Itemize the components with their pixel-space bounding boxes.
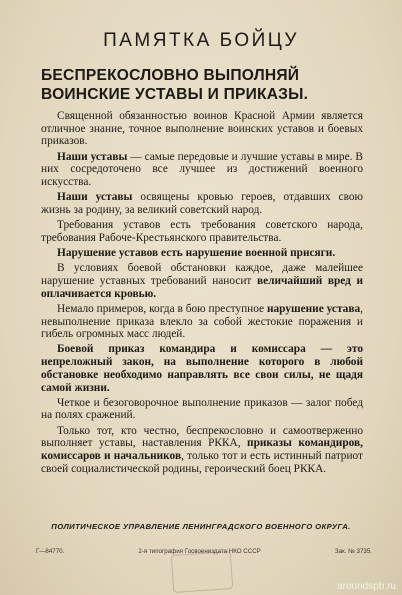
paragraph-10-c: , только тот и есть истинный патриот своей социалистической родины, героический боец РККА. [41, 450, 364, 475]
paragraph-6 [41, 262, 363, 300]
paragraph-7-bold: нарушение устава [266, 302, 361, 315]
paragraph-2-bold: Наши уставы [57, 150, 128, 163]
library-stamp [171, 551, 234, 593]
paragraph-9: Четкое и безоговорочное выполнение приказов — залог побед на полях сражений. [41, 396, 363, 422]
heading-line-2: ВОИНСКИЕ УСТАВЫ И ПРИКАЗЫ. [41, 86, 309, 103]
site-watermark: aroundspb.ru [337, 581, 396, 592]
paragraph-6-bold: величайший вред и оплачивается кровью. [41, 274, 363, 300]
leaflet-heading [41, 66, 371, 104]
paragraph-3-bold: Наши уставы [57, 191, 133, 204]
paragraph-2-text: — самые передовые и лучшие уставы в мире. В них сосредоточено все лучшее из достижений военного искусства. [41, 150, 364, 189]
paragraph-3 [41, 191, 363, 216]
leaflet-body [41, 110, 363, 478]
paragraph-7 [41, 303, 363, 341]
leaflet-title: ПАМЯТКА БОЙЦУ [103, 30, 299, 51]
paragraph-10-bold: приказы командиров, комиссаров и начальников [41, 437, 363, 463]
publisher-line: ПОЛИТИЧЕСКОЕ УПРАВЛЕНИЕ ЛЕНИНГРАДСКОГО ВОЕННОГО ОКРУГА. [51, 522, 351, 531]
imprint-code: Г—84770. [36, 548, 65, 555]
paragraph-2 [41, 151, 363, 189]
paragraph-8: Боевой приказ командира и комиссара — это непреложный закон, на выполнение которого в любой обстановке необходимо направлять все свои силы, не щадя самой жизни. [41, 343, 363, 394]
imprint-printer: 2-я типография Госвоениздата НКО СССР [138, 548, 261, 555]
imprint-order: Зак. № 3735. [334, 548, 372, 555]
paragraph-10 [41, 425, 363, 476]
paragraph-5: Нарушение уставов есть нарушение военной присяги. [57, 247, 336, 260]
paragraph-7-a: Немало примеров, когда в бою преступное [57, 302, 267, 315]
heading-line-1: БЕСПРЕКОСЛОВНО ВЫПОЛНЯЙ [41, 67, 300, 84]
paragraph-7-c: , невыполнение приказа влекло за собой жестокие поражения и гибель огромных масс людей. [41, 302, 363, 341]
paragraph-3-text: освящены кровью героев, отдавших свою жизнь за родину, за великий советский народ. [41, 191, 363, 216]
paragraph-6-text: В условиях боевой обстановки каждое, даже малейшее нарушение уставных требований наносит [41, 262, 363, 287]
paragraph-10-a: Только тот, кто честно, беспрекословно и самоотверженно выполняет уставы, наставления РККА, [41, 424, 363, 450]
paragraph-1: Священной обязанностью воинов Красной Армии является отличное знание, точное выполнение воинских уставов и боевых приказов. [41, 110, 363, 148]
paragraph-4: Требования уставов есть требования советского народа, требования Рабоче-Крестьянского правительства. [41, 219, 363, 244]
